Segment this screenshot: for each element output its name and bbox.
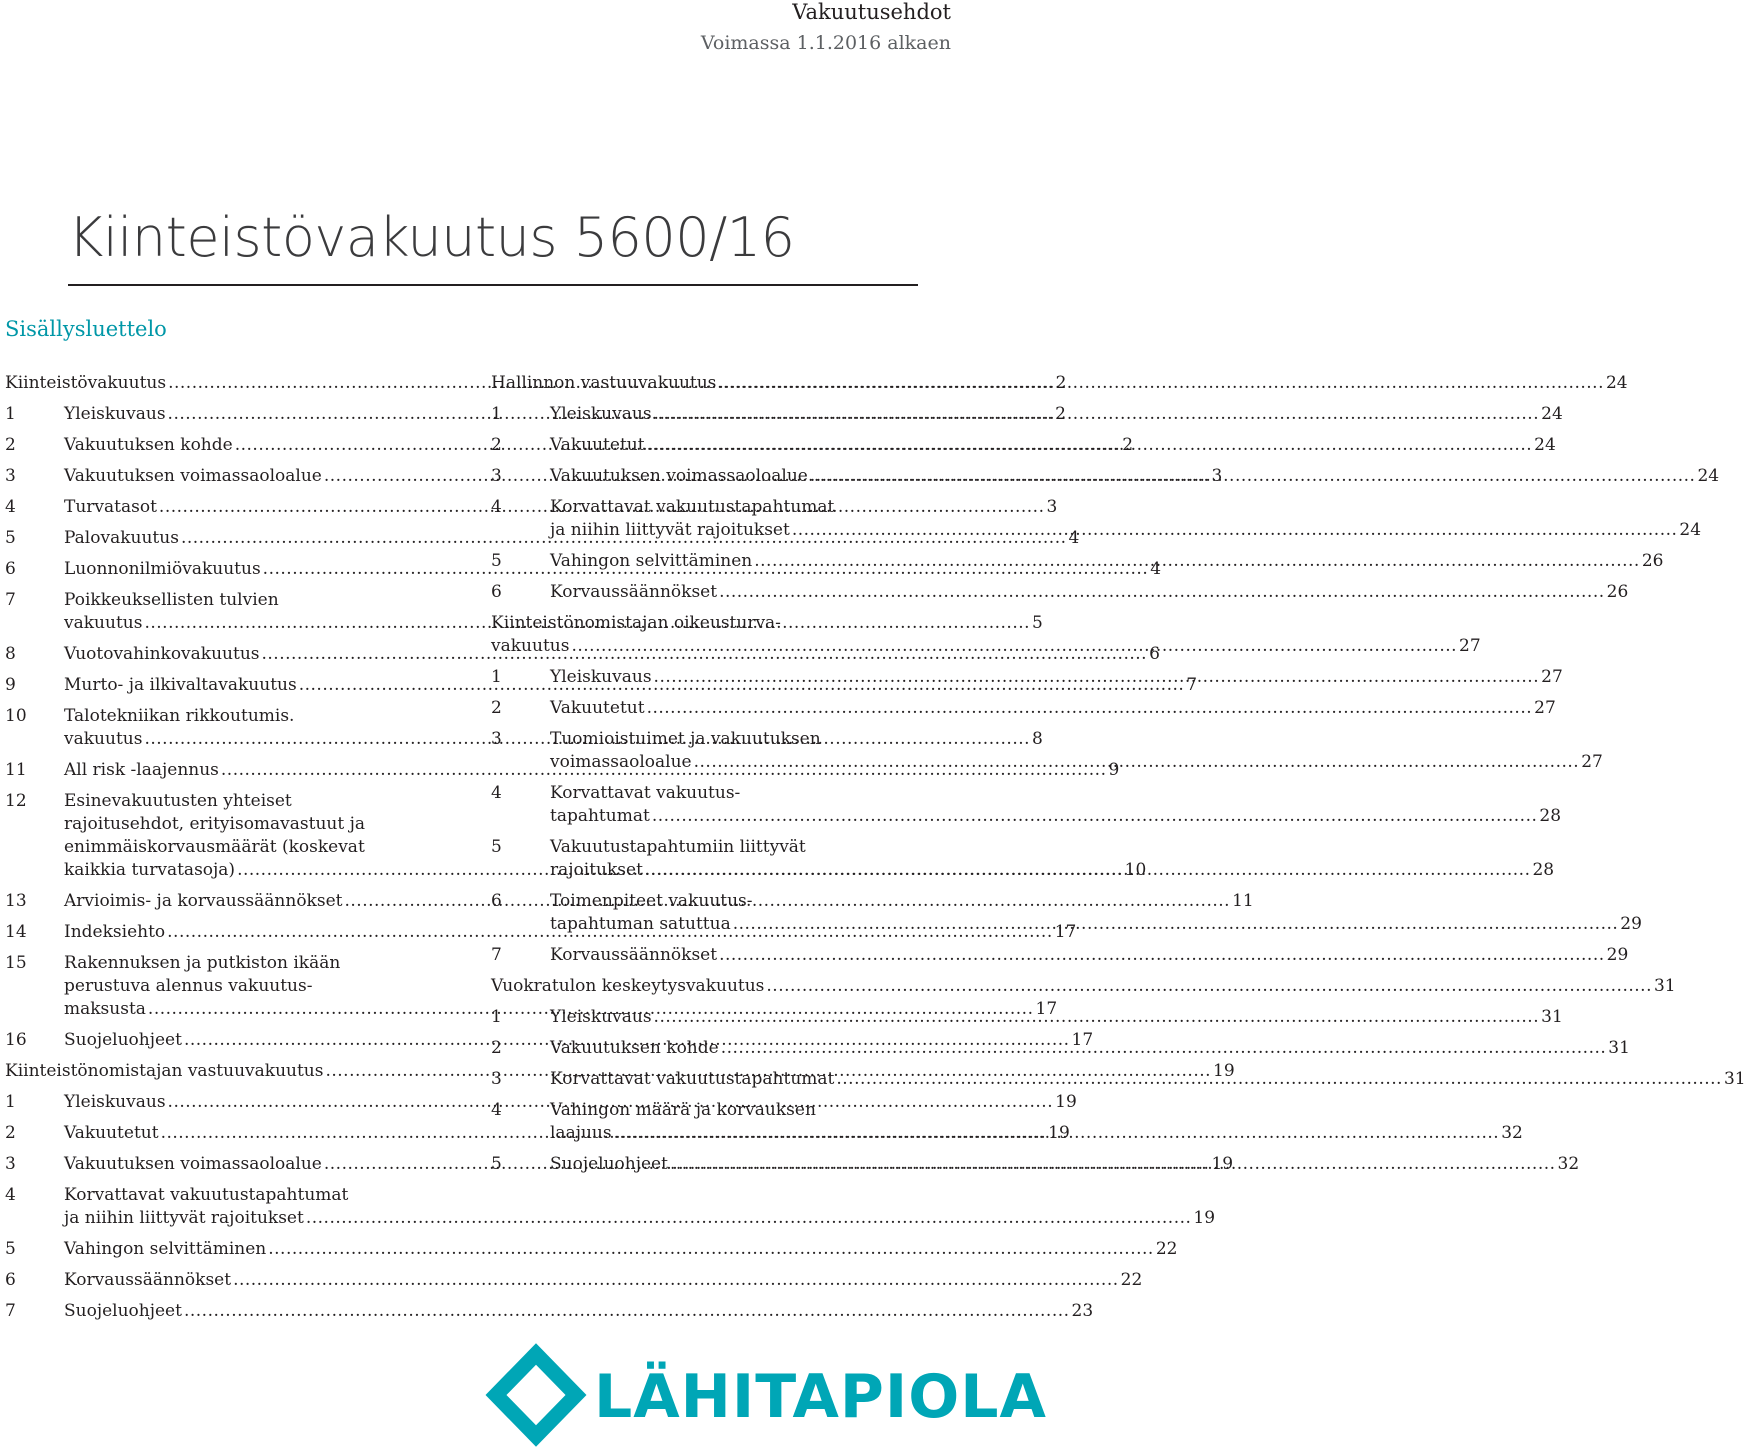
toc-dot-leader [654, 403, 1540, 426]
toc-page-number: 23 [1071, 1301, 1094, 1321]
toc-entry-number: 3 [491, 1069, 502, 1089]
toc-entry-title-line: Vuotovahinkovakuutus [64, 644, 260, 664]
toc-entry-title-line: ja niihin liittyvät rajoitukset [550, 520, 790, 540]
toc-entry-title-line: Korvattavat vakuutustapahtumat [550, 497, 835, 517]
toc-entry [491, 944, 1629, 967]
toc-entry [491, 403, 1563, 426]
toc-entry [491, 782, 1562, 828]
toc-entry-number: 5 [5, 528, 16, 548]
toc-page-number: 19 [1193, 1208, 1216, 1228]
toc-entry-title-line: voimassaoloalue [550, 752, 692, 772]
toc-entry-title-line: Arvioimis- ja korvaussäännökset [64, 891, 343, 911]
toc-entry-last-line [491, 975, 1676, 998]
toc-entry-title-line: Yleiskuvaus [550, 667, 652, 687]
toc-entry-last-line [64, 643, 1160, 666]
toc-entry-last-line [491, 372, 1628, 395]
toc-entry-number: 16 [5, 1030, 27, 1050]
toc-entry-body [550, 550, 1664, 573]
valid-from-date: Voimassa 1.1.2016 alkaen [700, 32, 951, 54]
toc-entry-number: 2 [5, 1123, 16, 1143]
toc-page-number: 31 [1541, 1007, 1563, 1027]
toc-page-number: 32 [1557, 1154, 1580, 1174]
toc-entry-title-line: Suojeluohjeet [550, 1154, 668, 1174]
toc-page-number: 6 [1149, 644, 1160, 664]
toc-dot-leader [670, 1153, 1556, 1176]
toc-entry-number: 13 [5, 891, 27, 911]
toc-entry-number: 4 [491, 783, 502, 803]
toc-page-number: 4 [1150, 559, 1162, 579]
toc-entry-title-line: Korvattavat vakuutus- [550, 783, 741, 803]
toc-entry-title-line: tapahtuman satuttua [550, 914, 731, 934]
toc-entry-number: 1 [491, 1007, 502, 1027]
toc-entry-title-line: perustuva alennus vakuutus- [64, 976, 313, 996]
toc-entry-last-line [550, 550, 1664, 573]
toc-entry-number: 2 [5, 435, 16, 455]
lahitapiola-emblem-icon [486, 1346, 586, 1444]
toc-entry-number: 5 [491, 1154, 502, 1174]
toc-entry-title-line: All risk -laajennus [64, 760, 219, 780]
toc-entry-number: 7 [5, 1301, 16, 1321]
toc-entry-title-line: maksusta [64, 999, 146, 1019]
toc-dot-leader [719, 944, 1605, 967]
toc-entry-number: 5 [5, 1239, 16, 1259]
toc-entry-body [550, 403, 1563, 426]
toc-entry-title-line: Korvattavat vakuutustapahtumat [550, 1069, 835, 1089]
toc-entry-number: 4 [491, 497, 502, 517]
toc-entry-body [491, 372, 1628, 395]
toc-entry [5, 1269, 1143, 1292]
toc-entry-last-line [550, 581, 1629, 604]
toc-entry-title-line: Vakuutetut [64, 1123, 159, 1143]
toc-page-number: 28 [1539, 806, 1562, 826]
toc-entry-title-line: Vakuutetut [550, 698, 645, 718]
toc-entry-number: 14 [5, 922, 27, 942]
toc-entry-number: 1 [5, 404, 16, 424]
toc-entry [491, 372, 1628, 395]
toc-entry-title-line: Talotekniikan rikkoutumis. [64, 706, 295, 726]
toc-page-number: 17 [1071, 1030, 1094, 1050]
toc-entry-last-line [64, 465, 1223, 488]
toc-dot-leader [733, 913, 1619, 936]
toc-page-number: 31 [1723, 1069, 1746, 1089]
toc-entry-title-line: ja niihin liittyvät rajoitukset [64, 1208, 304, 1228]
toc-page-number: 9 [1108, 760, 1120, 780]
toc-dot-leader [810, 465, 1696, 488]
toc-entry-title-line: Vahingon määrä ja korvauksen [550, 1100, 816, 1120]
toc-entry-title-line: Luonnonilmiövakuutus [64, 559, 261, 579]
toc-page-number: 11 [1232, 891, 1254, 911]
toc-entry-number: 3 [5, 466, 16, 486]
toc-entry-title-line: Yleiskuvaus [64, 404, 166, 424]
page-title: Kiinteistövakuutus 5600/16 [68, 206, 795, 269]
toc-page-number: 19 [1211, 1154, 1234, 1174]
toc-entry-title-line: vakuutus [64, 613, 143, 633]
toc-entry-title-line: Tuomioistuimet ja vakuutuksen [550, 729, 821, 749]
toc-page-number: 27 [1534, 698, 1556, 718]
toc-entry-number: 6 [491, 582, 502, 602]
toc-entry-body [550, 581, 1629, 604]
toc-dot-leader [766, 975, 1652, 998]
toc-entry-title-line: Turvatasot [64, 497, 157, 517]
toc-page-number: 26 [1606, 582, 1629, 602]
toc-page-number: 31 [1653, 976, 1676, 996]
toc-entry [5, 403, 1066, 426]
toc-entry-number: 10 [5, 706, 27, 726]
toc-entry-number: 6 [491, 891, 502, 911]
toc-entry [491, 728, 1603, 774]
toc-page-number: 24 [1679, 520, 1702, 540]
toc-entry [491, 550, 1664, 573]
toc-page-number: 2 [1055, 373, 1067, 393]
toc-page-number: 2 [1055, 404, 1066, 424]
title-divider [68, 284, 918, 286]
toc-page-number: 19 [1055, 1092, 1077, 1112]
toc-page-number: 19 [1213, 1061, 1235, 1081]
toc-entry-last-line [550, 697, 1556, 720]
toc-entry-title-line: Yleiskuvaus [64, 1092, 166, 1112]
toc-dot-leader [721, 1037, 1607, 1060]
toc-entry-number: 8 [5, 644, 16, 664]
toc-entry [5, 1184, 1216, 1230]
toc-entry-number: 1 [491, 667, 502, 687]
toc-entry-body [64, 1269, 1143, 1292]
toc-entry-title-line: Esinevakuutusten yhteiset [64, 791, 292, 811]
toc-entry-title-line: vakuutus [491, 636, 570, 656]
toc-entry-body [64, 465, 1223, 488]
toc-entry-title-line: Suojeluohjeet [64, 1301, 182, 1321]
toc-entry-title-line: kaikkia turvatasoja) [64, 860, 236, 880]
toc-entry-title-line: Kiinteistönomistajan oikeusturva- [491, 613, 781, 633]
toc-entry-title-line: Indeksiehto [64, 922, 166, 942]
toc-page-number: 28 [1532, 860, 1555, 880]
toc-dot-leader [184, 1300, 1070, 1323]
toc-entry-title-line: Suojeluohjeet [64, 1030, 182, 1050]
toc-entry-number: 1 [491, 404, 502, 424]
toc-entry [491, 666, 1563, 689]
toc-entry-body [550, 496, 1702, 542]
toc-entry-number: 4 [5, 1185, 16, 1205]
toc-entry-body [64, 1300, 1094, 1323]
toc-entry-body [550, 434, 1556, 457]
toc-entry [491, 465, 1720, 488]
toc-entry-title-line: rajoitusehdot, erityisomavastuut ja [64, 814, 366, 834]
toc-entry-title-line: tapahtumat [550, 806, 650, 826]
toc-entry-number: 2 [491, 698, 502, 718]
toc-entry [491, 496, 1702, 542]
toc-page-number: 26 [1641, 551, 1664, 571]
toc-page-number: 3 [1046, 497, 1058, 517]
toc-entry-title-line: Vakuutuksen kohde [550, 1038, 719, 1058]
toc-entry-title-line: Korvaussäännökset [64, 1270, 232, 1290]
toc-entry [5, 643, 1160, 666]
toc-entry-title-line: Toimenpiteet vakuutus- [550, 891, 753, 911]
toc-entry-title-line: Korvattavat vakuutustapahtumat [64, 1185, 349, 1205]
toc-page-number: 22 [1155, 1239, 1178, 1259]
toc-page-number: 27 [1459, 636, 1481, 656]
toc-entry-title-line: vakuutus [64, 729, 143, 749]
toc-entry-title-line: Vakuutetut [550, 435, 645, 455]
document-type: Vakuutusehdot [792, 0, 951, 24]
toc-dot-leader [654, 1006, 1540, 1029]
toc-entry-title-line: Korvaussäännökset [550, 945, 718, 965]
toc-entry-body [64, 1238, 1178, 1261]
toc-entry-number: 15 [5, 953, 27, 973]
toc-page-number: 7 [1186, 675, 1198, 695]
toc-entry-number: 4 [5, 497, 16, 517]
toc-entry-title-line: Vuokratulon keskeytysvakuutus [491, 976, 765, 996]
toc-entry-body [550, 944, 1629, 967]
toc-entry-last-line [64, 1207, 1216, 1230]
toc-entry-number: 7 [491, 945, 502, 965]
toc-page-number: 8 [1032, 729, 1043, 749]
toc-entry-last-line [64, 403, 1066, 426]
toc-entry-number: 3 [491, 729, 502, 749]
toc-page-number: 4 [1068, 528, 1080, 548]
toc-entry-title-line: laajuus [550, 1123, 612, 1143]
toc-entry-body [64, 403, 1066, 426]
toc-entry-number: 1 [5, 1092, 16, 1112]
toc-entry-body [64, 643, 1160, 666]
toc-entry-number: 2 [491, 435, 502, 455]
toc-entry-number: 6 [5, 1270, 16, 1290]
toc-dot-leader [268, 1238, 1154, 1261]
toc-dot-leader [718, 372, 1604, 395]
toc-entry-title-line: Murto- ja ilkivaltavakuutus [64, 675, 297, 695]
toc-dot-leader [652, 805, 1538, 828]
toc-dot-leader [233, 1269, 1119, 1292]
toc-entry-title-line: Vakuutuksen voimassaoloalue [550, 466, 808, 486]
toc-page-number: 3 [1211, 466, 1223, 486]
toc-entry-number: 3 [491, 466, 502, 486]
toc-entry-number: 3 [5, 1154, 16, 1174]
toc-dot-leader [614, 1122, 1500, 1145]
toc-entry-title-line: Vahingon selvittäminen [550, 551, 753, 571]
toc-entry-number: 4 [491, 1100, 502, 1120]
toc-page-number: 2 [1122, 435, 1134, 455]
toc-entry [491, 612, 1481, 658]
toc-entry-number: 5 [491, 551, 502, 571]
toc-entry-title-line: Vakuutuksen voimassaoloalue [64, 466, 322, 486]
toc-entry-body [491, 612, 1481, 658]
toc-entry [491, 697, 1556, 720]
toc-entry-number: 9 [5, 675, 16, 695]
toc-entry-body [491, 975, 1676, 998]
toc-page-number: 5 [1032, 613, 1043, 633]
toc-entry-title-line: enimmäiskorvausmäärät (koskevat [64, 837, 365, 857]
toc-entry-last-line [550, 465, 1720, 488]
toc-entry-title-line: Vakuutuksen kohde [64, 435, 233, 455]
toc-page-number: 31 [1608, 1038, 1630, 1058]
toc-entry-title-line: Yleiskuvaus [550, 1007, 652, 1027]
toc-page-number: 24 [1605, 373, 1628, 393]
toc-heading: Sisällysluettelo [5, 317, 167, 341]
toc-entry-last-line [550, 403, 1563, 426]
toc-dot-leader [836, 1068, 1722, 1091]
toc-entry-last-line [64, 1238, 1178, 1261]
toc-entry-title-line: Vakuutustapahtumiin liittyvät [550, 837, 806, 857]
toc-entry-title-line: rajoitukset [550, 860, 643, 880]
toc-page-number: 27 [1541, 667, 1563, 687]
toc-entry [5, 1238, 1178, 1261]
toc-dot-leader [645, 859, 1531, 882]
toc-entry-last-line [550, 944, 1629, 967]
toc-page-number: 24 [1534, 435, 1556, 455]
toc-entry [491, 975, 1676, 998]
toc-entry [491, 434, 1556, 457]
logo-wordmark: LÄHITAPIOLA [594, 1362, 1047, 1432]
toc-entry-title-line: Vahingon selvittäminen [64, 1239, 267, 1259]
toc-entry [491, 581, 1629, 604]
toc-entry-body [550, 697, 1556, 720]
toc-page-number: 22 [1120, 1270, 1143, 1290]
toc-entry-body [550, 728, 1603, 774]
toc-dot-leader [571, 635, 1457, 658]
toc-entry-title-line: Rakennuksen ja putkiston ikään [64, 953, 341, 973]
toc-dot-leader [654, 666, 1540, 689]
toc-entry-title-line: Kiinteistövakuutus [5, 373, 167, 393]
toc-page-number: 24 [1697, 466, 1720, 486]
toc-entry-title-line: Yleiskuvaus [550, 404, 652, 424]
toc-entry-last-line [550, 666, 1563, 689]
toc-entry-title-line: Korvaussäännökset [550, 582, 718, 602]
toc-entry-number: 12 [5, 791, 27, 811]
toc-entry-last-line [64, 1300, 1094, 1323]
toc-page-number: 29 [1606, 945, 1629, 965]
toc-entry-title-line: Hallinnon vastuuvakuutus [491, 373, 717, 393]
toc-entry-body [550, 782, 1562, 828]
toc-entry-last-line [550, 751, 1603, 774]
toc-entry-body [550, 465, 1720, 488]
toc-dot-leader [306, 1207, 1192, 1230]
toc-entry-number: 5 [491, 837, 502, 857]
toc-dot-leader [647, 697, 1533, 720]
toc-page-number: 29 [1620, 914, 1642, 934]
toc-entry [5, 465, 1223, 488]
toc-entry-number: 7 [5, 590, 16, 610]
toc-page-number: 19 [1048, 1123, 1070, 1143]
toc-entry-title-line: Kiinteistönomistajan vastuuvakuutus [5, 1061, 324, 1081]
toc-entry-body [550, 666, 1563, 689]
toc-entry-number: 6 [5, 559, 16, 579]
toc-page-number: 10 [1124, 860, 1147, 880]
toc-dot-leader [719, 581, 1605, 604]
toc-page-number: 17 [1054, 922, 1077, 942]
toc-dot-leader [694, 751, 1580, 774]
toc-entry-last-line [550, 805, 1562, 828]
toc-dot-leader [792, 519, 1678, 542]
toc-entry-title-line: Poikkeuksellisten tulvien [64, 590, 279, 610]
toc-page-number: 24 [1541, 404, 1563, 424]
toc-dot-leader [754, 550, 1640, 573]
toc-entry-title-line: Vakuutuksen voimassaoloalue [64, 1154, 322, 1174]
toc-entry-last-line [550, 519, 1702, 542]
toc-entry-number: 2 [491, 1038, 502, 1058]
toc-page-number: 17 [1035, 999, 1058, 1019]
toc-entry-last-line [491, 635, 1481, 658]
toc-entry-number: 11 [5, 760, 27, 780]
toc-entry-body [64, 1184, 1216, 1230]
toc-entry-last-line [550, 434, 1556, 457]
toc-dot-leader [647, 434, 1533, 457]
toc-page-number: 27 [1581, 752, 1603, 772]
toc-entry-title-line: Palovakuutus [64, 528, 179, 548]
toc-page-number: 32 [1501, 1123, 1523, 1143]
toc-entry-last-line [64, 1269, 1143, 1292]
lahitapiola-logo [486, 1346, 1047, 1444]
toc-entry [5, 1300, 1094, 1323]
